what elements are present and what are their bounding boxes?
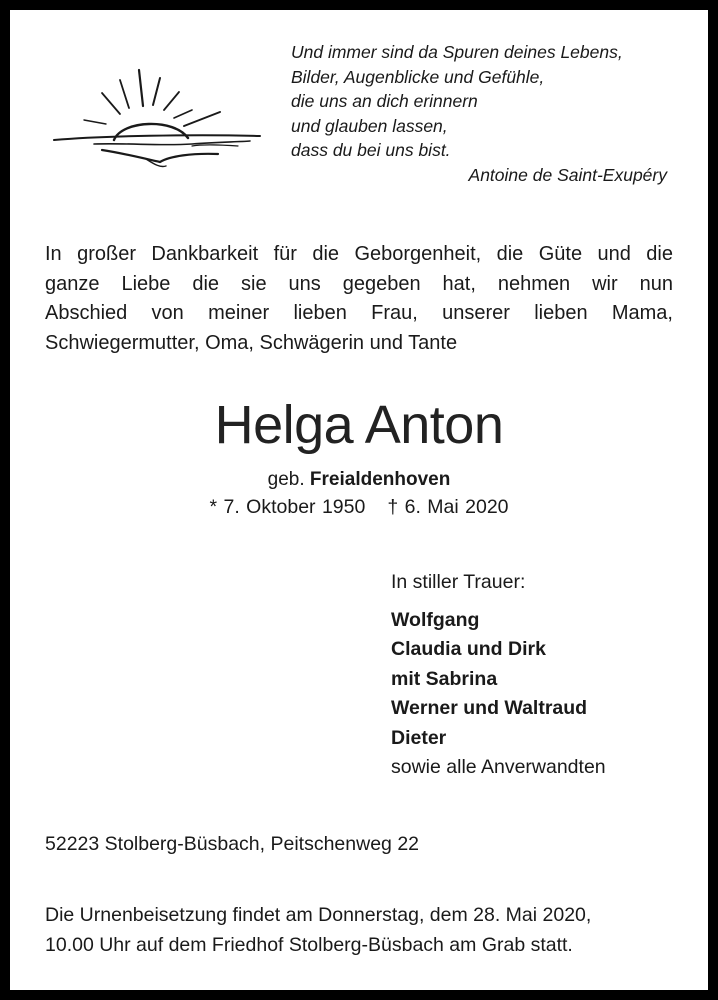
address: 52223 Stolberg-Büsbach, Peitschenweg 22	[45, 833, 420, 855]
mourner-name: mit Sabrina	[391, 667, 498, 690]
poem-author: Antoine de Saint-Exupéry	[468, 164, 667, 185]
birth-prefix: geb.	[267, 469, 305, 490]
birth-name	[10, 467, 708, 493]
mourner-name: Werner und Waltraud	[391, 697, 588, 719]
birth-date: * 7. Oktober 1950	[209, 496, 366, 518]
intro-line: Schwiegermutter, Oma, Schwägerin und Tante	[45, 331, 458, 354]
mourner-name: Dieter	[391, 726, 447, 749]
obituary-card	[10, 10, 708, 990]
poem-line: Und immer sind da Spuren deines Lebens,	[291, 42, 623, 62]
death-date: † 6. Mai 2020	[387, 496, 509, 518]
intro-line: ganze Liebe die sie uns gegeben hat, nehmen wir nun	[45, 272, 673, 295]
intro-line: Abschied von meiner lieben Frau, unserer lieben Mama,	[45, 302, 673, 324]
mourner-name: Wolfgang	[391, 608, 480, 631]
maiden-name: Freialdenhoven	[309, 469, 451, 490]
funeral-line: Die Urnenbeisetzung findet am Donnerstag, dem 28. Mai 2020,	[45, 904, 592, 926]
intro-text	[45, 240, 673, 358]
poem-line: die uns an dich erinnern	[291, 91, 478, 111]
sunset-icon	[42, 58, 262, 173]
mourner-name: Claudia und Dirk	[391, 638, 546, 660]
life-dates	[10, 494, 708, 520]
mourners-heading: In stiller Trauer:	[391, 571, 526, 593]
funeral-line: 10.00 Uhr auf dem Friedhof Stolberg-Büsbach am Grab statt.	[45, 934, 573, 956]
deceased-name: Helga Anton	[214, 395, 504, 455]
mourners-block	[391, 568, 691, 783]
poem-line: dass du bei uns bist.	[291, 140, 451, 160]
poem	[291, 40, 676, 187]
funeral-notice	[45, 900, 685, 960]
poem-line: und glauben lassen,	[291, 115, 448, 136]
mourners-tail: sowie alle Anverwandten	[391, 756, 606, 778]
intro-line: In großer Dankbarkeit für die Geborgenheit, die Güte und die	[45, 243, 673, 265]
poem-line: Bilder, Augenblicke und Gefühle,	[291, 66, 545, 87]
